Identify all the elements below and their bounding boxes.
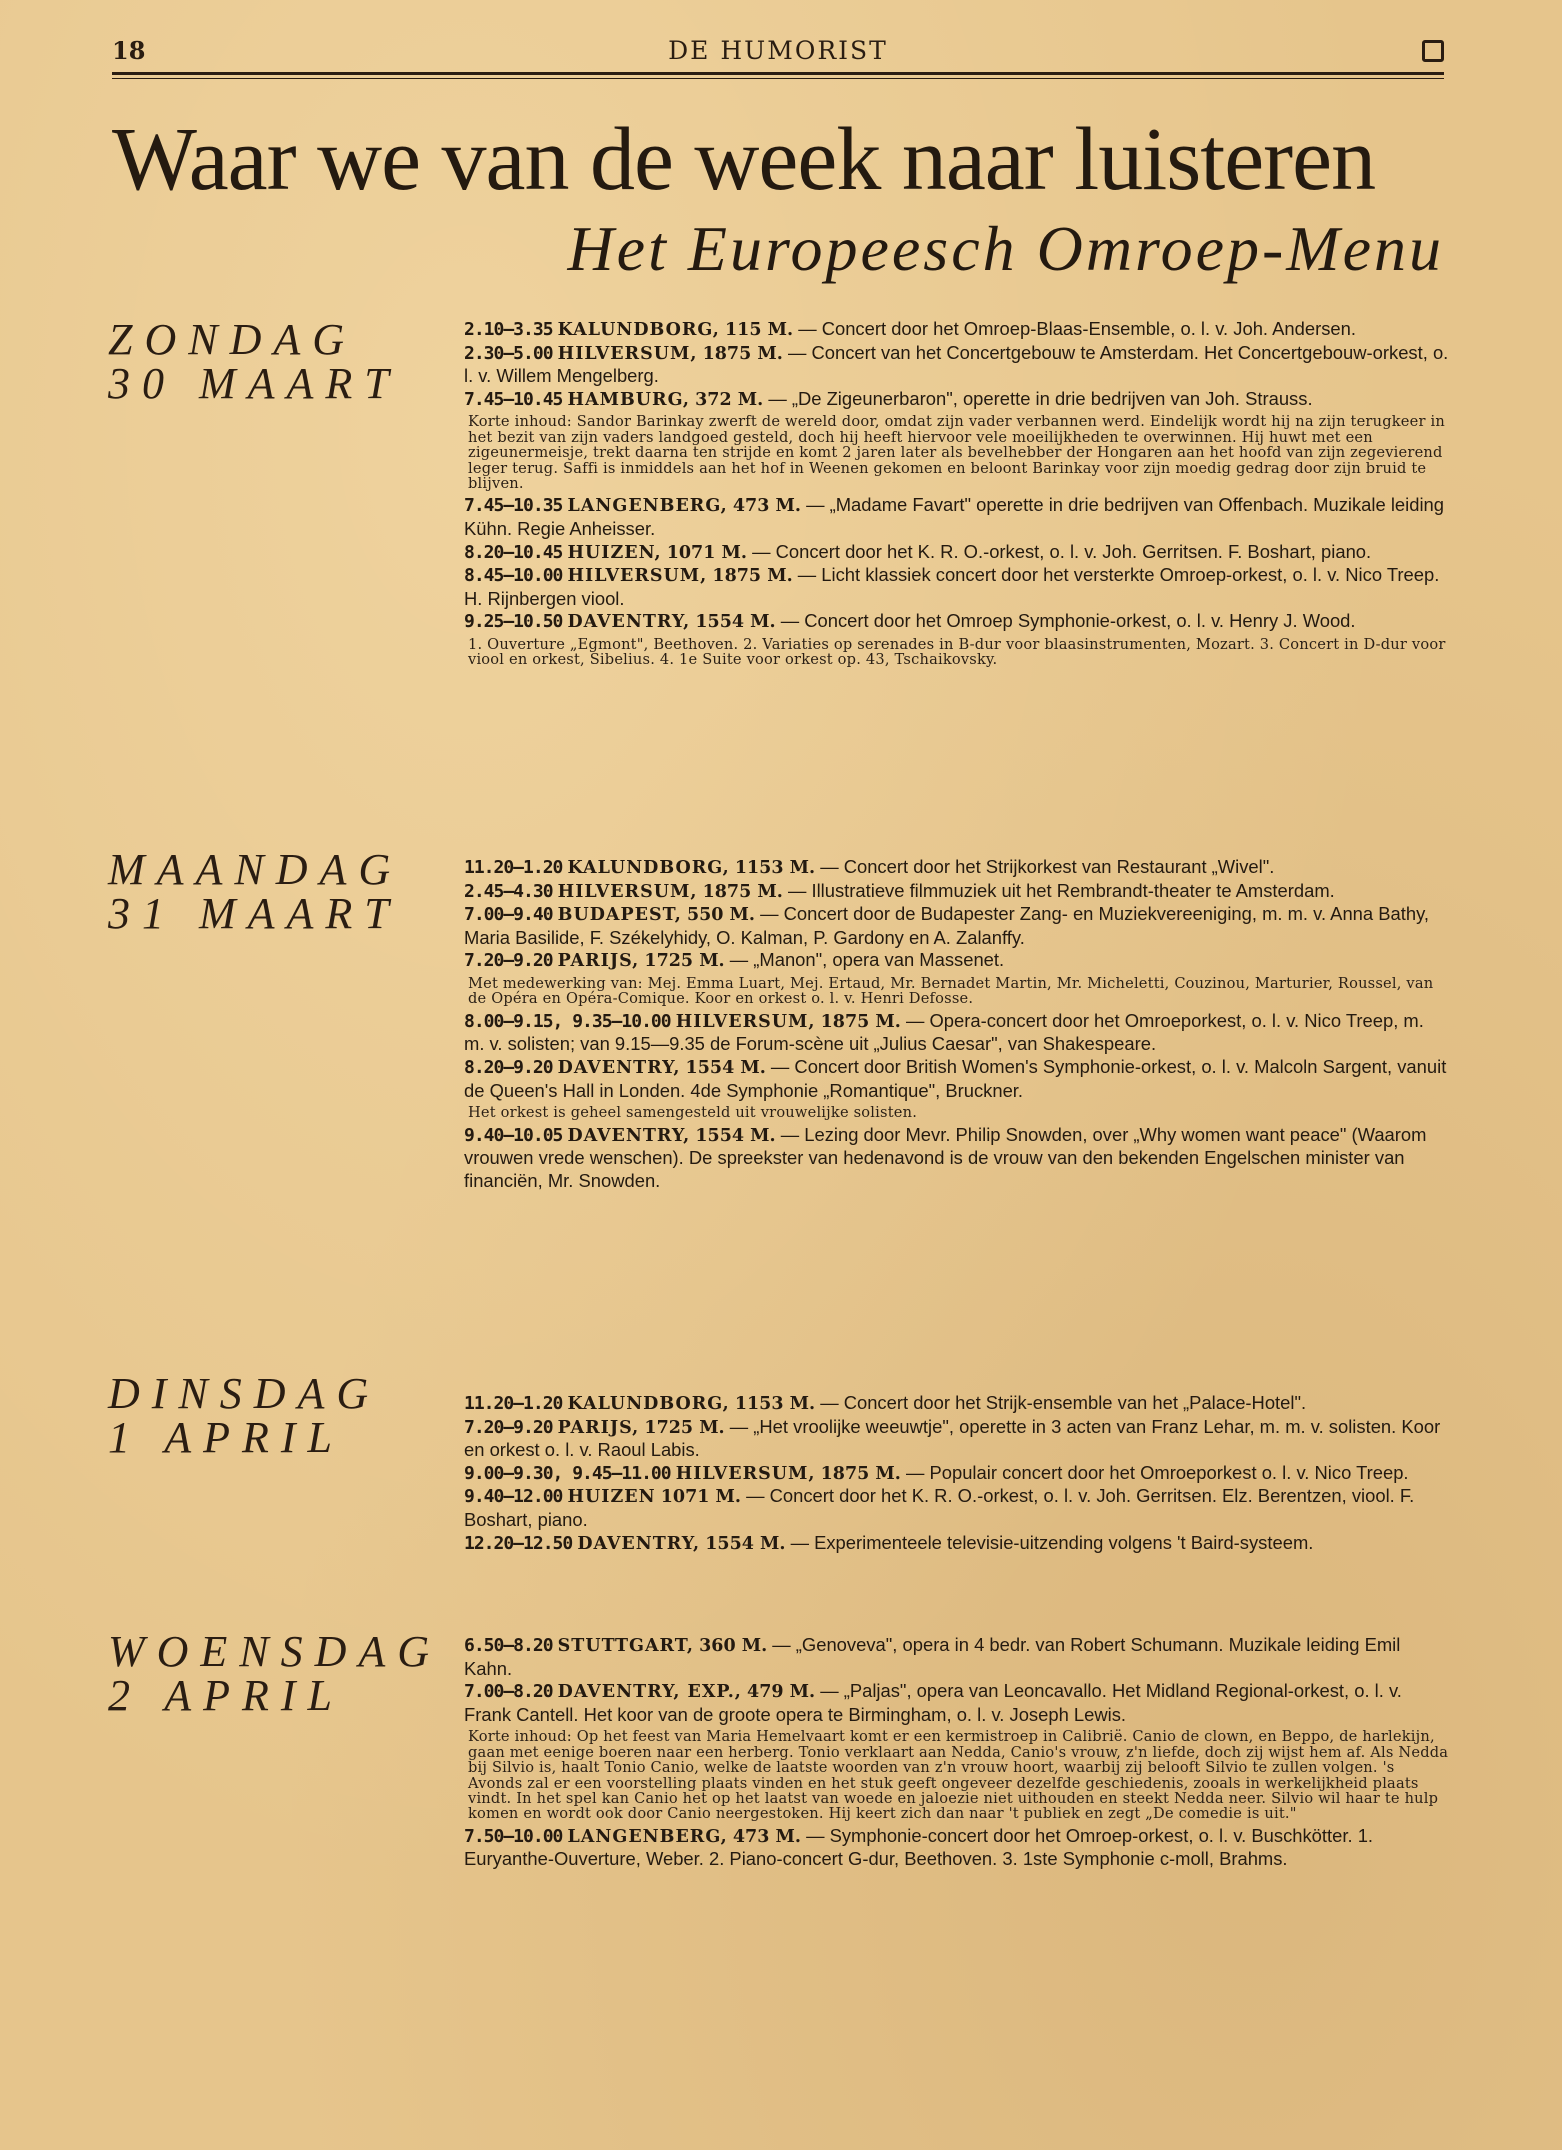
broadcast-time: 2.30—5.00: [464, 342, 553, 364]
wavelength: 115 M.: [724, 320, 794, 340]
broadcast-time: 9.40—12.00: [464, 1486, 563, 1508]
program-note: Korte inhoud: Op het feest van Maria Hemelvaart komt er een kermistroep in Calibrië. Canio de clown, en Beppo, de harlekijn, gaan met eenige boeren naar een herberg. Tonio verklaart aan Nedda, Canio's vrouw, z'n liefde, doch zij wijst hem af. Als Nedda bij Silvio is, haalt Tonio Canio, welke de laatste woorden van z'n vrouw hoort, waarbij zij belooft Silvio te zullen volgen. 's Avonds zal er een voorstelling plaats vinden en het stuk geeft ongeveer dezelfde geschiedenis, zooals in werkelijkheid plaats vindt. In het spel kan Canio het op het laatst van woede en jaloezie niet uithouden en steekt Nedda neer. Silvio wil haar te hulp komen en wordt ook door Canio neergestoken. Hij keert zich dan naar 't publiek en zegt „De comedie is uit.": [468, 1728, 1449, 1823]
schedule-entry: [464, 388, 1449, 412]
header-rule-thin: [112, 78, 1444, 79]
day-name: MAANDAG: [108, 845, 403, 894]
station-name: HILVERSUM,: [675, 1011, 816, 1032]
wavelength: 1875 M.: [712, 566, 793, 587]
program-description: — „Madame Favart" operette in drie bedrijven van Offenbach. Muzikale leiding Kühn. Regie Anheisser.: [464, 494, 1445, 539]
schedule-zondag: [464, 318, 1449, 671]
program-description: — Concert door British Women's Symphonie-orkest, o. l. v. Malcoln Sargent, vanuit de Queen's Hall in Londen. 4de Symphonie „Romantique", Bruckner.: [464, 1055, 1447, 1101]
broadcast-time: 8.20—10.45: [464, 541, 563, 563]
schedule-entry: [464, 1462, 1449, 1486]
wavelength: 1875 M.: [820, 1463, 901, 1484]
program-description: — Symphonie-concert door het Omroep-orkest, o. l. v. Buschkötter. 1. Euryanthe-Ouverture, Weber. 2. Piano-concert G-dur, Beethoven. 3. 1ste Symphonie c-moll, Brahms.: [464, 1824, 1374, 1870]
program-description: — „De Zigeunerbaron", operette in drie bedrijven van Joh. Strauss.: [763, 387, 1313, 409]
wavelength: 550 M.: [686, 905, 756, 926]
day-name: DINSDAG: [108, 1369, 381, 1418]
page-subtitle: Het Europeesch Omroep-Menu: [567, 213, 1444, 284]
broadcast-time: 2.10—3.35: [464, 319, 553, 340]
wavelength: 1554 M.: [705, 1533, 786, 1554]
wavelength: 1875 M.: [702, 881, 783, 902]
broadcast-time: 7.20—9.20: [464, 950, 553, 972]
wavelength: 1554 M.: [695, 1125, 776, 1146]
program-note: Korte inhoud: Sandor Barinkay zwerft de wereld door, omdat zijn vader verbannen werd. Eindelijk wordt hij na zijn terugkeer in het bezit van zijn vaders landgoed gesteld, doch hij heeft hiervoor vele moeilijkheden te overwinnen. Hij huwt met een zigeunermeisje, trekt daarna ten strijde en komt 2 jaren later als bevelhebber der Hongaren aan het hoofd van zijn zegevierend leger terug. Saffi is inmiddels aan het hof in Weenen gekomen en beloont Barinkay voor zijn moedig gedrag door zijn bruid te blijven.: [468, 413, 1445, 492]
broadcast-time: 9.40—10.05: [464, 1124, 563, 1146]
station-name: DAVENTRY,: [567, 1125, 691, 1146]
program-description: — Concert door het Omroep Symphonie-orkest, o. l. v. Henry J. Wood.: [775, 610, 1356, 632]
broadcast-time: 9.00—9.30, 9.45—11.00: [464, 1462, 671, 1484]
wavelength: 1071 M.: [666, 542, 747, 563]
schedule-entry: [464, 1532, 1449, 1556]
wavelength: 360 M.: [699, 1636, 768, 1656]
station-name: LANGENBERG,: [567, 1826, 728, 1847]
station-name: HAMBURG,: [567, 389, 690, 410]
schedule-entry: [464, 1056, 1449, 1102]
day-label-woensdag: [108, 1627, 442, 1720]
station-name: KALUNDBORG,: [557, 320, 720, 340]
schedule-entry: [464, 949, 1449, 973]
page-title: Waar we van de week naar luisteren: [112, 110, 1376, 209]
broadcast-time: 11.20—1.20: [464, 857, 563, 878]
schedule-entry: [464, 1010, 1449, 1056]
day-label-dinsdag: [108, 1369, 428, 1462]
station-name: PARIJS,: [557, 951, 640, 972]
broadcast-time: 8.00—9.15, 9.35—10.00: [464, 1010, 671, 1032]
broadcast-time: 7.00—9.40: [464, 904, 553, 926]
wavelength: 1554 M.: [685, 1057, 766, 1078]
program-description: — Concert van het Concertgebouw te Amsterdam. Het Concertgebouw-orkest, o. l. v. Willem Mengelberg.: [464, 341, 1449, 387]
broadcast-time: 7.45—10.45: [464, 388, 563, 410]
broadcast-time: 12.20—12.50: [464, 1532, 573, 1554]
station-name: HILVERSUM,: [557, 343, 698, 364]
broadcast-time: 11.20—1.20: [464, 1393, 563, 1414]
program-description: — „Genoveva", opera in 4 bedr. van Robert Schumann. Muzikale leiding Emil Kahn.: [464, 1634, 1401, 1679]
schedule-entry: [464, 1825, 1449, 1871]
program-description: — Experimenteele televisie-uitzending volgens 't Baird-systeem.: [785, 1531, 1314, 1553]
program-note: Het orkest is geheel samengesteld uit vrouwelijke solisten.: [468, 1104, 918, 1122]
day-date: 1 APRIL: [108, 1413, 344, 1462]
day-label-maandag: [108, 845, 428, 938]
day-date: 31 MAART: [108, 889, 401, 938]
station-name: DAVENTRY,: [557, 1057, 681, 1078]
program-description: — „Manon", opera van Massenet.: [724, 949, 1005, 971]
schedule-entry: [464, 1680, 1449, 1726]
page-header: [112, 28, 1444, 74]
broadcast-time: 2.45—4.30: [464, 880, 553, 902]
wavelength: 1725 M.: [644, 951, 725, 972]
broadcast-time: 6.50—8.20: [464, 1635, 553, 1656]
broadcast-time: 8.45—10.00: [464, 565, 563, 587]
station-name: KALUNDBORG,: [567, 1394, 730, 1414]
schedule-entry: [464, 880, 1449, 904]
program-description: — Lezing door Mevr. Philip Snowden, over „Why women want peace" (Waarom vrouwen vrede wenschen). De spreekster van hedenavond is de vrouw van den bekenden Engelschen minister van financiën, Mr. Snowden.: [464, 1123, 1427, 1191]
broadcast-time: 9.25—10.50: [464, 611, 563, 633]
wavelength: 1875 M.: [820, 1011, 901, 1032]
wavelength: 473 M.: [732, 496, 801, 517]
station-name: HUIZEN,: [567, 542, 662, 563]
magazine-name: DE HUMORIST: [668, 36, 888, 65]
program-description: — Concert door het Strijk-ensemble van het „Palace-Hotel".: [815, 1392, 1307, 1413]
schedule-entry: [464, 1485, 1449, 1531]
program-description: — Concert door de Budapester Zang- en Muziekvereeniging, m. m. v. Anna Bathy, Maria Basilide, F. Székelyhidy, O. Kalman, P. Gardony en A. Zalanffy.: [464, 903, 1430, 948]
program-description: — Concert door het K. R. O.-orkest, o. l. v. Joh. Gerritsen. Elz. Berentzen, viool. F. Boshart, piano.: [464, 1485, 1415, 1530]
schedule-entry: [464, 610, 1449, 634]
schedule-maandag: [464, 856, 1449, 1192]
wavelength: 1875 M.: [702, 343, 783, 364]
schedule-entry: [464, 1124, 1449, 1193]
station-name: KALUNDBORG,: [567, 858, 730, 878]
schedule-entry: [464, 903, 1449, 949]
broadcast-time: 7.00—8.20: [464, 1681, 553, 1703]
schedule-entry: [464, 342, 1449, 388]
program-note: Met medewerking van: Mej. Emma Luart, Mej. Ertaud, Mr. Bernadet Martin, Mr. Micheletti, Couzinou, Marturier, Roussel, van de Opéra en Opéra-Comique. Koor en orkest o. l. v. Henri Defosse.: [468, 974, 1434, 1008]
wavelength: 479 M.: [747, 1682, 816, 1703]
program-description: — „Paljas", opera van Leoncavallo. Het Midland Regional-orkest, o. l. v. Frank Cantell. Het koor van de groote opera te Birmingham, o. l. v. Joseph Lewis.: [464, 1680, 1402, 1725]
program-description: — Concert door het Strijkorkest van Restaurant „Wivel".: [815, 856, 1275, 877]
program-description: — Opera-concert door het Omroeporkest, o. l. v. Nico Treep, m. m. v. solisten; van 9.15—9.35 de Forum-scène uit „Julius Caesar", van Shakespeare.: [464, 1009, 1424, 1055]
broadcast-time: 7.45—10.35: [464, 495, 563, 517]
schedule-dinsdag: [464, 1392, 1449, 1555]
schedule-entry: [464, 494, 1449, 540]
station-name: DAVENTRY,: [567, 612, 691, 633]
program-description: — „Het vroolijke weeuwtje", operette in 3 acten van Franz Lehar, m. m. v. solisten. Koor en orkest o. l. v. Raoul Labis.: [464, 1415, 1441, 1461]
broadcast-time: 7.20—9.20: [464, 1416, 553, 1438]
station-name: STUTTGART,: [557, 1636, 694, 1656]
program-description: — Licht klassiek concert door het versterkte Omroep-orkest, o. l. v. Nico Treep. H. Rijnbergen viool.: [464, 564, 1440, 609]
day-date: 2 APRIL: [108, 1671, 344, 1720]
broadcast-time: 8.20—9.20: [464, 1056, 553, 1078]
program-description: — Illustratieve filmmuziek uit het Rembrandt-theater te Amsterdam.: [782, 879, 1335, 901]
schedule-woensdag: [464, 1634, 1449, 1871]
wavelength: 1071 M.: [660, 1487, 741, 1508]
schedule-entry: [464, 564, 1449, 610]
schedule-entry: [464, 1392, 1449, 1416]
day-name: ZONDAG: [108, 315, 357, 364]
station-name: HILVERSUM,: [557, 881, 698, 902]
header-rule: [112, 72, 1444, 75]
station-name: PARIJS,: [557, 1417, 640, 1438]
day-date: 30 MAART: [108, 359, 401, 408]
station-name: BUDAPEST,: [557, 905, 682, 926]
wavelength: 1153 M.: [734, 858, 816, 878]
schedule-entry: [464, 541, 1449, 565]
schedule-entry: [464, 1416, 1449, 1462]
program-description: — Populair concert door het Omroeporkest o. l. v. Nico Treep.: [900, 1461, 1409, 1483]
program-description: — Concert door het K. R. O.-orkest, o. l. v. Joh. Gerritsen. F. Boshart, piano.: [746, 540, 1372, 562]
station-name: LANGENBERG,: [567, 496, 728, 517]
station-name: HILVERSUM,: [675, 1463, 816, 1484]
day-label-zondag: [108, 315, 428, 408]
station-name: HILVERSUM,: [567, 566, 708, 587]
schedule-entry: [464, 856, 1449, 880]
wavelength: 1725 M.: [644, 1417, 725, 1438]
box-icon: [1422, 40, 1444, 62]
page-number: 18: [112, 36, 146, 65]
program-note: 1. Ouverture „Egmont", Beethoven. 2. Variaties op serenades in B-dur voor blaasinstrumenten, Mozart. 3. Concert in D-dur voor viool en orkest, Sibelius. 4. 1e Suite voor orkest op. 43, Tschaikovsky.: [468, 635, 1446, 669]
wavelength: 1153 M.: [734, 1394, 816, 1414]
day-name: WOENSDAG: [108, 1627, 442, 1676]
station-name: DAVENTRY,: [577, 1533, 701, 1554]
schedule-entry: [464, 1634, 1449, 1680]
wavelength: 372 M.: [695, 389, 764, 410]
schedule-entry: [464, 318, 1449, 342]
station-name: DAVENTRY, EXP.,: [557, 1682, 742, 1703]
wavelength: 1554 M.: [695, 612, 776, 633]
program-description: — Concert door het Omroep-Blaas-Ensemble, o. l. v. Joh. Andersen.: [793, 318, 1356, 339]
wavelength: 473 M.: [732, 1826, 801, 1847]
broadcast-time: 7.50—10.00: [464, 1825, 563, 1847]
station-name: HUIZEN: [567, 1487, 656, 1508]
